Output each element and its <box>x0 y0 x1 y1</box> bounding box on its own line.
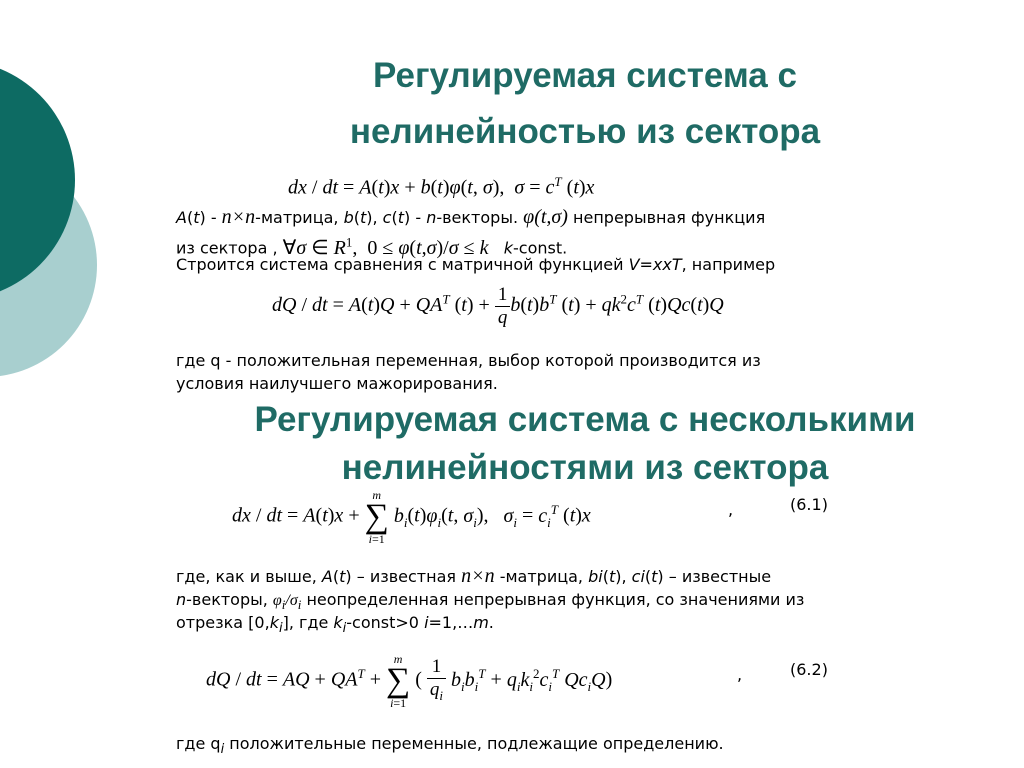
equation-number-6-1: (6.1) <box>790 495 828 514</box>
paragraph-line-3: Строится система сравнения с матричной функцией V=xxT, например <box>176 255 776 274</box>
equation-number-6-2: (6.2) <box>790 660 828 679</box>
formula-6-1: dx / dt = A(t)x + m ∑ i=1 $b_i(t)\varphi_i(t$, $\sigma_i$), $\sigma_i = c_i^T$ (t)x <box>232 488 591 546</box>
formula-6-2: dQ / dt = AQ + $QA^T + m$ ∑ i=1 ( $\frac{1}{q_i}$ $b_ib_i^T + q_ik_i^2c_i^T$ $Qc_iQ$) <box>206 652 613 710</box>
paragraph-line-1: A(t) - n×n-матрица, b(t), c(t) - n-векторы. φ(t,σ) непрерывная функция <box>176 206 766 228</box>
paragraph-line-5: условия наилучшего мажорирования. <box>176 374 498 393</box>
paragraph-line-8: отрезка $[0,k_i]$, где $k_i-const>0$ i=1,…m. <box>176 613 494 637</box>
formula-system: dx / dt = A(t)x + b(t)φ(t, σ), $\sigma = c^T$ (t)x <box>288 174 595 199</box>
paragraph-line-2: из сектора , ∀σ ∈ $R^1$, 0 ≤ φ(t,σ)/σ ≤ k k-const. <box>176 234 568 259</box>
paragraph-line-4: где q - положительная переменная, выбор которой производится из <box>176 351 761 370</box>
formula-comparison: dQ / dt = $A(t)Q + QA^T$ (t) + $\frac{1}{q}$ $b(t)b^T$ $(t) + qk^2c^T$ (t)Qc(t)Q <box>272 284 724 328</box>
section2-title-line2: нелинейностями из сектора <box>341 448 829 487</box>
paragraph-line-7: n-векторы, $\varphi_i/\sigma_i$ неопределенная непрерывная функция, со значениями из <box>176 590 805 613</box>
paragraph-line-9: где $q_i$ положительные переменные, подлежащие определению. <box>176 734 724 758</box>
paragraph-line-6: где, как и выше, A(t) – известная n×n -матрица, bi(t), ci(t) – известные <box>176 565 772 587</box>
decorative-circles <box>0 0 130 420</box>
comma: , <box>728 500 734 519</box>
comma-2: , <box>737 665 743 684</box>
section2-title-line1: Регулируемая система с несколькими <box>254 400 916 439</box>
section1-title-line2: нелинейностью из сектора <box>349 112 821 151</box>
section1-title-line1: Регулируемая система с <box>373 56 797 95</box>
